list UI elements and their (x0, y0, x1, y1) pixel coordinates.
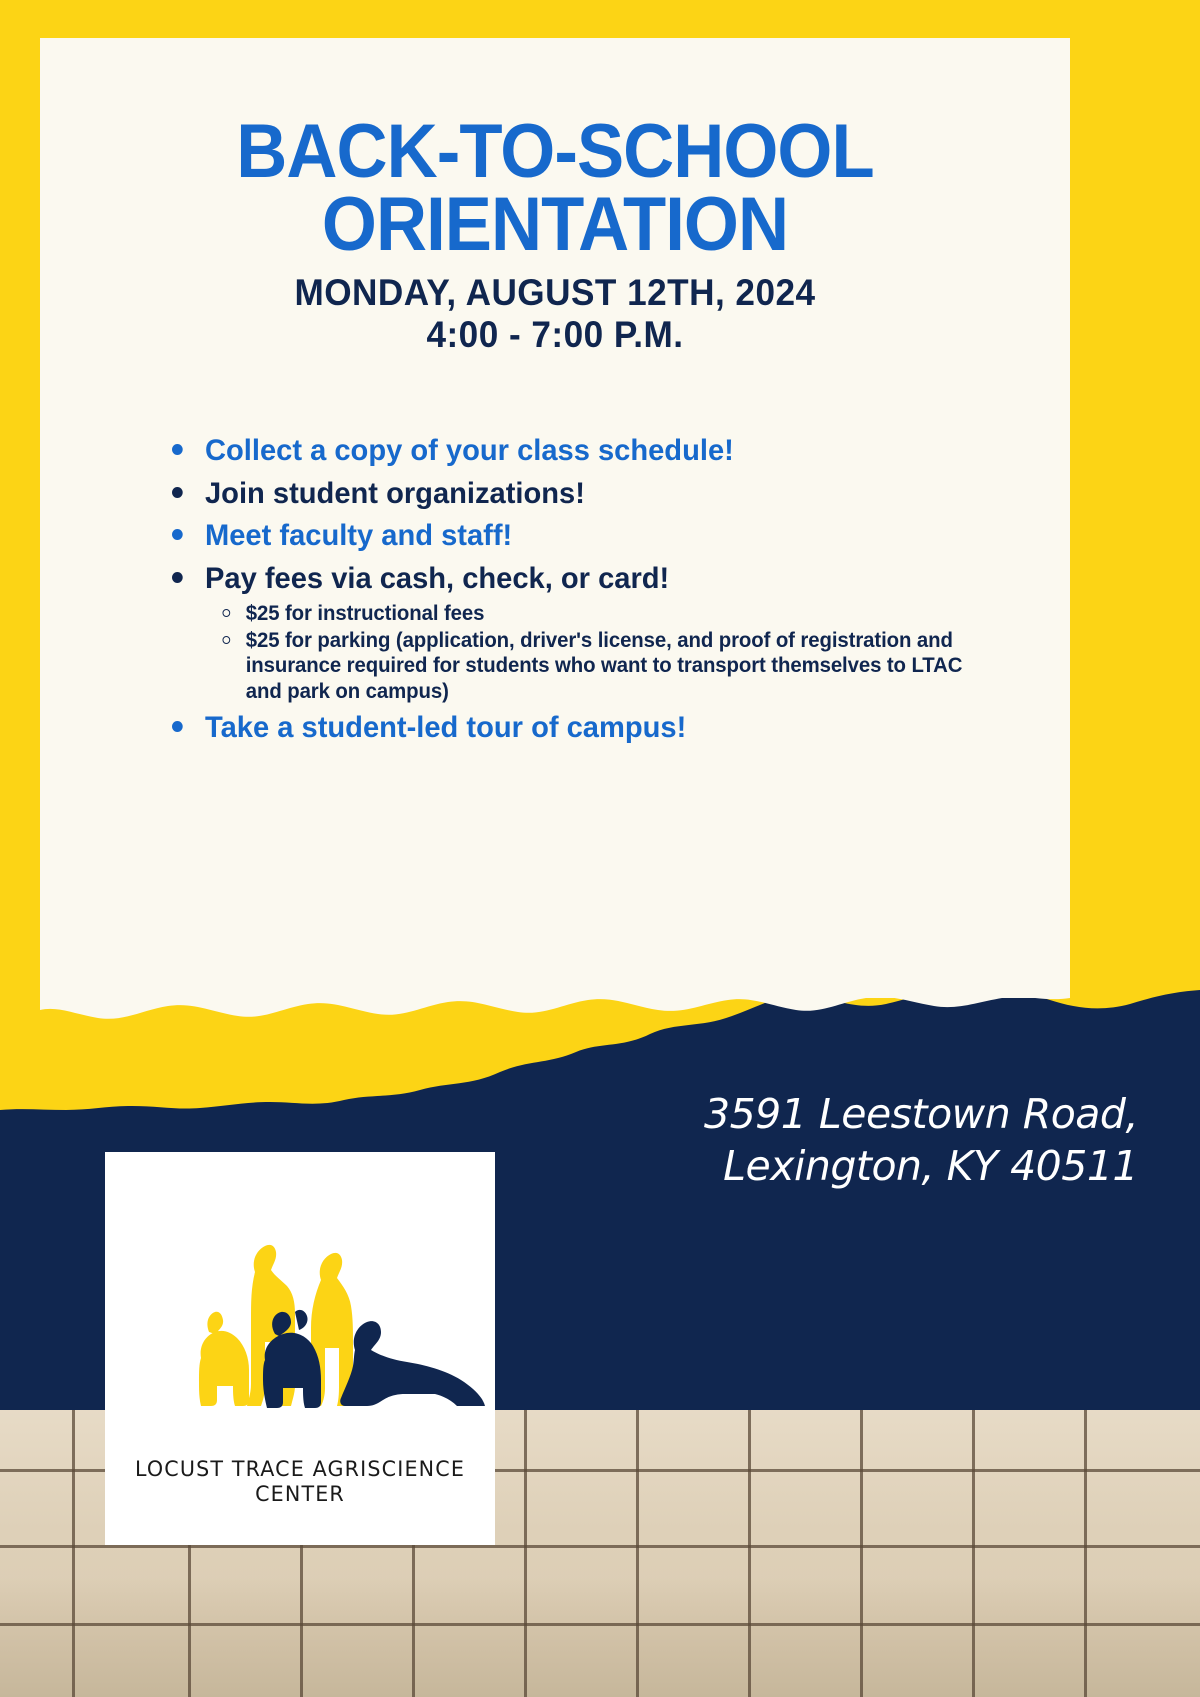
dogs-logo-icon (105, 1210, 495, 1450)
event-date: MONDAY, AUGUST 12TH, 2024 (294, 271, 816, 313)
list-item (246, 628, 986, 705)
bullet-dot-icon (172, 529, 183, 540)
list-item (246, 601, 986, 627)
address-line-1: 3591 Leestown Road, (704, 1090, 1138, 1138)
activity-list (40, 431, 1070, 749)
list-item (205, 708, 986, 749)
list-item-label: $25 for parking (application, driver's license, and proof of registration and insurance required for students who want to transport themselves to LTAC and park on campus) (245, 628, 963, 703)
gravel-ground (0, 1577, 1200, 1697)
list-item-label: $25 for instructional fees (245, 602, 485, 625)
list-item (205, 474, 986, 515)
logo-caption: LOCUST TRACE AGRISCIENCE CENTER (134, 1457, 466, 1507)
list-item-label: Pay fees via cash, check, or card! (205, 561, 670, 595)
list-item (205, 559, 986, 705)
list-item-label: Meet faculty and staff! (205, 519, 513, 552)
address (498, 1088, 1138, 1193)
list-item-label: Collect a copy of your class schedule! (205, 434, 734, 467)
event-time: 4:00 - 7:00 P.M. (426, 314, 684, 356)
page-title (76, 38, 1034, 267)
bullet-dot-icon (172, 444, 183, 455)
bullet-circle-icon (222, 609, 230, 617)
list-item-label: Join student organizations! (205, 476, 585, 510)
bullet-circle-icon (222, 636, 230, 644)
list-item (205, 516, 986, 557)
logo-card (105, 1152, 495, 1545)
address-line-2: Lexington, KY 40511 (723, 1142, 1138, 1191)
torn-paper-edge (40, 980, 1070, 1040)
fee-sublist (205, 601, 986, 704)
title-line-1: BACK-TO-SCHOOL (236, 109, 874, 194)
bullet-dot-icon (172, 487, 183, 498)
bullet-dot-icon (172, 721, 183, 732)
event-datetime (66, 272, 1045, 357)
bullet-dot-icon (172, 572, 183, 583)
content-panel (40, 38, 1070, 998)
title-line-2: ORIENTATION (321, 181, 789, 267)
list-item-label: Take a student-led tour of campus! (205, 711, 687, 745)
list-item (205, 431, 986, 472)
